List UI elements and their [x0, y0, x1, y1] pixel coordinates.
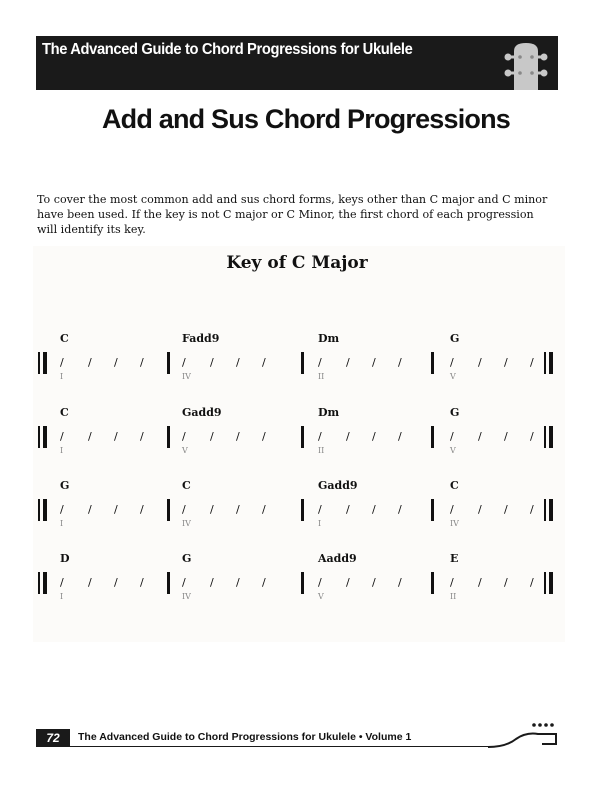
barline	[43, 352, 47, 374]
barline	[167, 426, 170, 448]
footer-rule	[70, 746, 490, 747]
beat-slash: /	[236, 356, 240, 369]
beat-slash: /	[372, 356, 376, 369]
intro-paragraph: To cover the most common add and sus chord forms, keys other than C major and C minor have been used. If the key is not C major or C Minor, the first chord of each progression will identify its key.	[37, 193, 548, 236]
barline	[167, 352, 170, 374]
beat-slash: /	[60, 576, 64, 589]
beat-slash: /	[346, 576, 350, 589]
beat-slash: /	[530, 576, 534, 589]
barline	[431, 426, 434, 448]
chord-name: Gadd9	[182, 406, 222, 419]
beat-slash: /	[182, 576, 186, 589]
roman-numeral: I	[60, 446, 64, 455]
chord-name: C	[182, 479, 191, 492]
page-title: Add and Sus Chord Progressions	[101, 104, 511, 134]
chord-name: G	[450, 332, 460, 345]
beat-slash: /	[530, 430, 534, 443]
barline	[43, 426, 47, 448]
beat-slash: /	[504, 356, 508, 369]
beat-slash: /	[398, 503, 402, 516]
beat-slash: /	[478, 503, 482, 516]
beat-slash: /	[372, 430, 376, 443]
barline	[431, 499, 434, 521]
roman-numeral: II	[318, 372, 325, 381]
beat-slash: /	[398, 576, 402, 589]
roman-numeral: I	[60, 519, 64, 528]
barline	[549, 352, 553, 374]
barline	[549, 499, 553, 521]
barline	[38, 572, 40, 594]
beat-slash: /	[182, 356, 186, 369]
progression-row	[0, 332, 612, 402]
barline	[544, 352, 546, 374]
beat-slash: /	[372, 503, 376, 516]
footer-text: The Advanced Guide to Chord Progressions for Ukulele • Volume 1	[78, 731, 412, 743]
beat-slash: /	[236, 576, 240, 589]
roman-numeral: IV	[182, 592, 191, 601]
beat-slash: /	[60, 356, 64, 369]
beat-slash: /	[262, 430, 266, 443]
beat-slash: /	[398, 356, 402, 369]
beat-slash: /	[262, 576, 266, 589]
beat-slash: /	[346, 430, 350, 443]
roman-numeral: II	[450, 592, 457, 601]
beat-slash: /	[318, 503, 322, 516]
barline	[301, 426, 304, 448]
progression-row	[0, 552, 612, 622]
beat-slash: /	[346, 356, 350, 369]
roman-numeral: V	[450, 446, 456, 455]
barline	[544, 499, 546, 521]
beat-slash: /	[88, 430, 92, 443]
beat-slash: /	[450, 576, 454, 589]
roman-numeral: IV	[182, 519, 191, 528]
beat-slash: /	[478, 576, 482, 589]
beat-slash: /	[318, 430, 322, 443]
chord-name: Dm	[318, 406, 340, 419]
barline	[167, 572, 170, 594]
beat-slash: /	[88, 576, 92, 589]
chord-name: C	[450, 479, 459, 492]
page-number: 72	[36, 729, 70, 747]
chord-name: G	[450, 406, 460, 419]
beat-slash: /	[372, 576, 376, 589]
beat-slash: /	[318, 356, 322, 369]
roman-numeral: II	[318, 446, 325, 455]
ukulele-headstock-icon	[500, 41, 552, 90]
barline	[38, 352, 40, 374]
chord-name: G	[60, 479, 70, 492]
barline	[301, 352, 304, 374]
roman-numeral: V	[450, 372, 456, 381]
roman-numeral: I	[318, 519, 322, 528]
header-bar	[36, 36, 558, 90]
beat-slash: /	[88, 356, 92, 369]
beat-slash: /	[450, 356, 454, 369]
beat-slash: /	[210, 503, 214, 516]
roman-numeral: V	[318, 592, 324, 601]
beat-slash: /	[318, 576, 322, 589]
barline	[544, 572, 546, 594]
beat-slash: /	[450, 503, 454, 516]
roman-numeral: V	[182, 446, 188, 455]
roman-numeral: IV	[182, 372, 191, 381]
progression-row	[0, 406, 612, 476]
beat-slash: /	[210, 576, 214, 589]
beat-slash: /	[236, 430, 240, 443]
barline	[43, 572, 47, 594]
beat-slash: /	[114, 430, 118, 443]
barline	[301, 499, 304, 521]
beat-slash: /	[478, 430, 482, 443]
barline	[549, 426, 553, 448]
beat-slash: /	[140, 356, 144, 369]
beat-slash: /	[530, 356, 534, 369]
beat-slash: /	[262, 356, 266, 369]
barline	[38, 499, 40, 521]
beat-slash: /	[262, 503, 266, 516]
beat-slash: /	[450, 430, 454, 443]
beat-slash: /	[114, 503, 118, 516]
barline	[549, 572, 553, 594]
ukulele-neck-icon	[486, 722, 558, 750]
beat-slash: /	[530, 503, 534, 516]
barline	[301, 572, 304, 594]
beat-slash: /	[504, 430, 508, 443]
header-title: The Advanced Guide to Chord Progressions for Ukulele	[42, 41, 413, 58]
roman-numeral: I	[60, 592, 64, 601]
barline	[167, 499, 170, 521]
beat-slash: /	[182, 430, 186, 443]
barline	[544, 426, 546, 448]
chord-name: Gadd9	[318, 479, 358, 492]
beat-slash: /	[182, 503, 186, 516]
chord-name: Dm	[318, 332, 340, 345]
chord-name: C	[60, 406, 69, 419]
chord-name: E	[450, 552, 459, 565]
beat-slash: /	[114, 576, 118, 589]
roman-numeral: I	[60, 372, 64, 381]
chord-name: Fadd9	[182, 332, 220, 345]
key-heading: Key of C Major	[226, 253, 368, 273]
chord-name: C	[60, 332, 69, 345]
beat-slash: /	[60, 503, 64, 516]
beat-slash: /	[140, 576, 144, 589]
chord-name: Aadd9	[318, 552, 357, 565]
beat-slash: /	[478, 356, 482, 369]
roman-numeral: IV	[450, 519, 459, 528]
beat-slash: /	[236, 503, 240, 516]
chord-name: D	[60, 552, 70, 565]
beat-slash: /	[210, 356, 214, 369]
barline	[43, 499, 47, 521]
beat-slash: /	[60, 430, 64, 443]
beat-slash: /	[346, 503, 350, 516]
beat-slash: /	[88, 503, 92, 516]
beat-slash: /	[140, 503, 144, 516]
barline	[38, 426, 40, 448]
progression-row	[0, 479, 612, 549]
beat-slash: /	[504, 503, 508, 516]
beat-slash: /	[114, 356, 118, 369]
barline	[431, 572, 434, 594]
chord-name: G	[182, 552, 192, 565]
barline	[431, 352, 434, 374]
beat-slash: /	[140, 430, 144, 443]
beat-slash: /	[398, 430, 402, 443]
beat-slash: /	[210, 430, 214, 443]
beat-slash: /	[504, 576, 508, 589]
